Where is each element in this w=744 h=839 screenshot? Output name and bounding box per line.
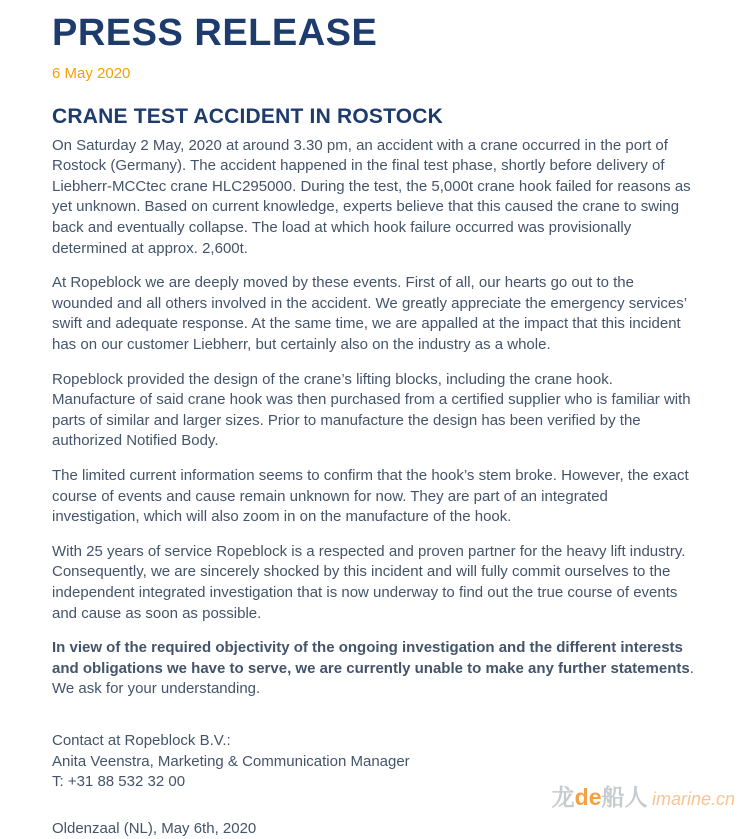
page-title: PRESS RELEASE — [52, 12, 378, 54]
watermark-de: de — [574, 784, 602, 810]
statement-bold-text: In view of the required objectivity of the ongoing investigation and the different interests and obligations we have to serve, we are currently unable to make any further statements — [52, 639, 690, 677]
imarine-watermark — [552, 786, 735, 809]
release-date: 6 May 2020 — [52, 64, 131, 82]
paragraph-commitment: With 25 years of service Ropeblock is a respected and proven partner for the heavy lift industry. Consequently, we are sincerely shocked by this incident and will fully commit ourselves to the independent integrated investigation that is now underway to find out the true course of events and cause as soon as possible. — [52, 542, 686, 622]
closing-place-date: Oldenzaal (NL), May 6th, 2020 — [52, 819, 257, 837]
watermark-cjk-part2: 船人 — [601, 784, 648, 810]
statement-regular-text: . We ask for your understanding. — [52, 659, 694, 698]
watermark-cjk-part1: 龙 — [551, 784, 575, 810]
paragraph-current-information: The limited current information seems to confirm that the hook’s stem broke. However, the exact course of events and cause remain unknown for now. They are part of an integrated investigation, which will also zoom in on the manufacture of the hook. — [52, 467, 689, 526]
contact-intro: Contact at Ropeblock B.V.: — [52, 731, 231, 749]
paragraph-sympathy: At Ropeblock we are deeply moved by these events. First of all, our hearts go out to the wounded and all others involved in the accident. We greatly appreciate the emergency services’ swift and adequate response. At the same time, we are appalled at the impact that this incident has on our customer Liebherr, but certainly also on the industry as a whole. — [52, 274, 687, 354]
paragraph-design-responsibility: Ropeblock provided the design of the crane’s lifting blocks, including the crane hook. Manufacture of said crane hook was then purchased from a certified supplier who is familiar with parts of similar and larger sizes. Prior to manufacture the design has been verified by the authorized Notified Body. — [52, 370, 691, 450]
contact-phone: T: +31 88 532 32 00 — [52, 773, 186, 791]
article-heading: CRANE TEST ACCIDENT IN ROSTOCK — [52, 104, 444, 128]
paragraph-statement — [52, 638, 694, 700]
article-text — [52, 136, 694, 700]
contact-person: Anita Veenstra, Marketing & Communication Manager — [52, 752, 410, 770]
watermark-site-url: imarine.cn — [651, 789, 735, 809]
paragraph-incident-description: On Saturday 2 May, 2020 at around 3.30 pm, an accident with a crane occurred in the port of Rostock (Germany). The accident happened in the final test phase, shortly before delivery of Liebherr-MCCtec crane HLC295000. During the test, the 5,000t crane hook failed for reasons as yet unknown. Based on current knowledge, experts believe that this caused the crane to swing back and eventually collapse. The load at which hook failure occurred was provisionally determined at approx. 2,600t. — [52, 136, 691, 257]
